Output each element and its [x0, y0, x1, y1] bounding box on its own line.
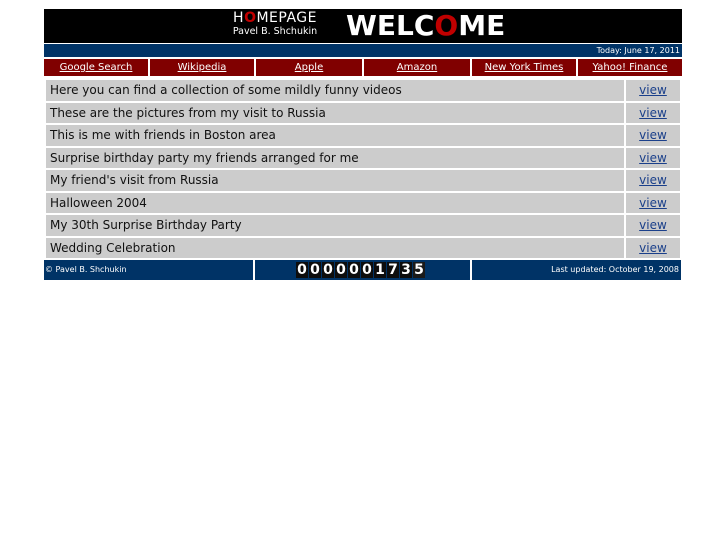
list-item — [46, 170, 680, 191]
nav-link-wikipedia[interactable]: Wikipedia — [150, 59, 254, 76]
counter-digit: 0 — [310, 262, 320, 278]
logo-title — [225, 11, 325, 26]
list-item — [46, 80, 680, 101]
view-link[interactable]: view — [639, 83, 667, 98]
list-item-view-cell — [626, 80, 680, 101]
counter-digit: 3 — [401, 262, 411, 278]
list-item-view-cell — [626, 238, 680, 259]
list-item-view-cell — [626, 148, 680, 169]
logo-owner-name: Pavel B. Shchukin — [232, 26, 318, 37]
counter-digit: 0 — [323, 262, 333, 278]
logo-letter-o: O — [244, 10, 257, 26]
list-item-description: This is me with friends in Boston area — [46, 125, 624, 146]
counter-digit: 0 — [362, 262, 372, 278]
nav-link-apple[interactable]: Apple — [256, 59, 362, 76]
nav-link-yahoo-finance[interactable]: Yahoo! Finance — [578, 59, 682, 76]
list-item-view-cell — [626, 193, 680, 214]
list-item-view-cell — [626, 103, 680, 124]
list-item-description: Here you can find a collection of some mildly funny videos — [46, 80, 624, 101]
counter-digit: 1 — [375, 262, 385, 278]
list-item — [46, 125, 680, 146]
list-item-view-cell — [626, 170, 680, 191]
header-banner — [44, 9, 682, 43]
footer-copyright: © Pavel B. Shchukin — [44, 260, 253, 280]
footer-bar — [44, 260, 682, 280]
footer-last-updated: Last updated: October 19, 2008 — [472, 260, 681, 280]
counter-digit: 0 — [297, 262, 307, 278]
list-item — [46, 148, 680, 169]
welcome-part-2: ME — [458, 9, 506, 42]
list-item-description: Wedding Celebration — [46, 238, 624, 259]
list-item-description: These are the pictures from my visit to Russia — [46, 103, 624, 124]
list-item — [46, 193, 680, 214]
list-item-description: Surprise birthday party my friends arranged for me — [46, 148, 624, 169]
list-item — [46, 215, 680, 236]
counter-digit: 5 — [414, 262, 424, 278]
nav-bar — [44, 59, 682, 76]
list-item-description: Halloween 2004 — [46, 193, 624, 214]
today-date-bar: Today: June 17, 2011 — [44, 44, 682, 57]
welcome-part-1: WELC — [346, 9, 435, 42]
view-link[interactable]: view — [639, 128, 667, 143]
visitor-counter — [296, 262, 425, 278]
page-container — [44, 9, 682, 280]
view-link[interactable]: view — [639, 240, 667, 255]
counter-digit: 7 — [388, 262, 398, 278]
counter-digit: 0 — [336, 262, 346, 278]
view-link[interactable]: view — [639, 173, 667, 188]
welcome-letter-o: O — [434, 9, 459, 42]
view-link[interactable]: view — [639, 150, 667, 165]
view-link[interactable]: view — [639, 218, 667, 233]
homepage-logo — [225, 11, 325, 38]
view-link[interactable]: view — [639, 195, 667, 210]
counter-digit: 0 — [349, 262, 359, 278]
logo-letters-rest: MEPAGE — [256, 10, 317, 26]
nav-link-new-york-times[interactable]: New York Times — [472, 59, 576, 76]
list-item-description: My friend's visit from Russia — [46, 170, 624, 191]
content-list — [44, 78, 682, 260]
list-item-description: My 30th Surprise Birthday Party — [46, 215, 624, 236]
nav-link-amazon[interactable]: Amazon — [364, 59, 470, 76]
list-item-view-cell — [626, 125, 680, 146]
nav-link-google-search[interactable]: Google Search — [44, 59, 148, 76]
list-item-view-cell — [626, 215, 680, 236]
welcome-title — [346, 9, 505, 43]
list-item — [46, 103, 680, 124]
view-link[interactable]: view — [639, 105, 667, 120]
visitor-counter-cell — [255, 260, 470, 280]
logo-letter-h: H — [233, 10, 245, 26]
list-item — [46, 238, 680, 259]
